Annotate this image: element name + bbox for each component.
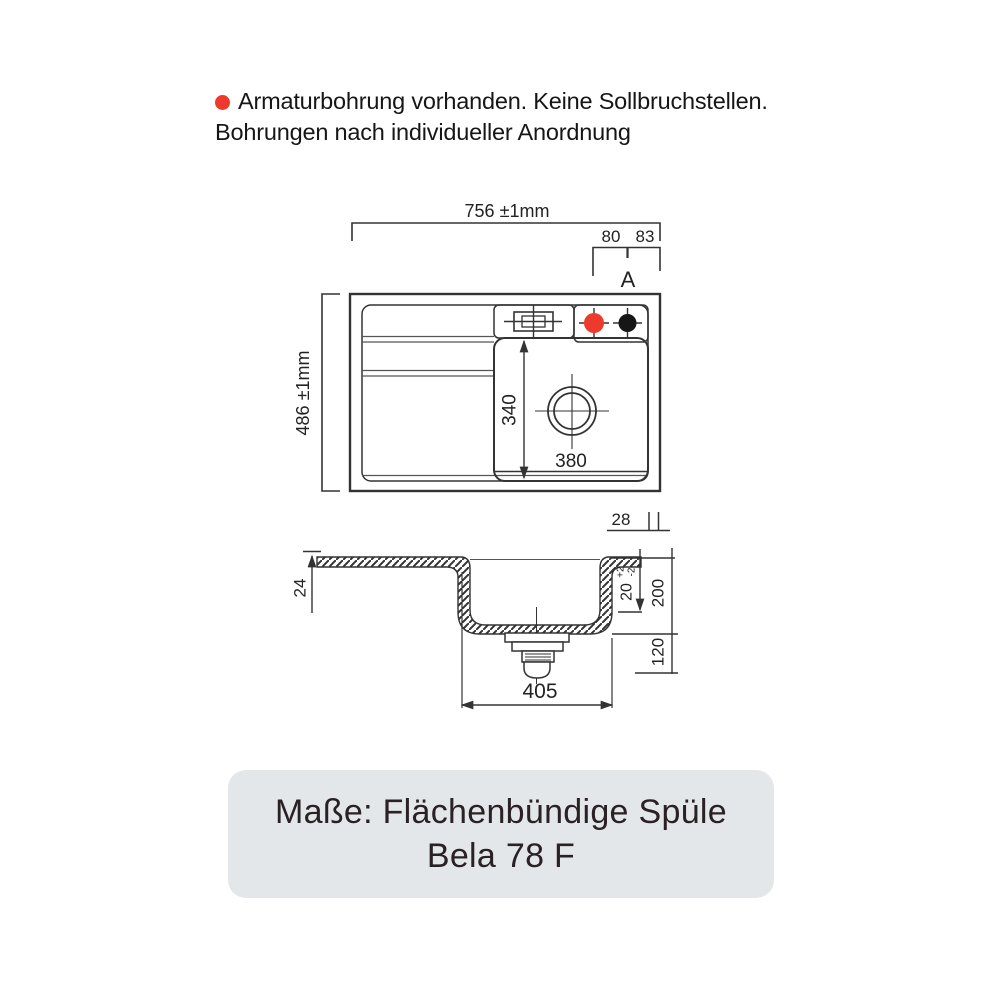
dim-right-rim-label: 28 (611, 510, 631, 529)
dim-overall-width-label: 756 ±1mm (464, 201, 550, 221)
dim-right-rim (607, 510, 670, 531)
sink-inner-edge (362, 305, 648, 481)
black-hole-icon (619, 314, 637, 332)
drain-fitting (505, 607, 569, 684)
section-profile (317, 557, 641, 634)
drain-hole (535, 374, 609, 449)
dim-drain-clearance-label: 120 (648, 637, 668, 667)
dim-overall-depth-label: 486 ±1mm (293, 350, 313, 436)
dim-bowl-width-label: 340 (499, 394, 521, 426)
note-line-1-text: Armaturbohrung vorhanden. Keine Sollbruchstellen. (238, 88, 768, 114)
dim-bowl-length (494, 451, 648, 472)
dim-bowl-depth-label: 200 (648, 578, 668, 608)
top-view (293, 201, 670, 531)
detail-mark-label: A (620, 267, 636, 292)
hole-edge-label: 83 (635, 227, 655, 246)
note-line-2-text: Bohrungen nach individueller Anordnung (215, 119, 631, 145)
caption-box (228, 770, 774, 898)
faucet-hole-marker-black (613, 308, 642, 338)
dim-rim-thickness-label: 24 (290, 578, 310, 598)
dim-bowl-width (500, 341, 525, 478)
hole-spacing-label: 80 (601, 227, 621, 246)
red-hole-icon (584, 313, 604, 333)
faucet-hole-area (574, 305, 648, 342)
flush-tol-upper-label: +2 (615, 566, 627, 578)
dim-bowl-bottom-width-label: 405 (522, 680, 558, 703)
faucet-hole-marker-red (579, 308, 609, 338)
caption-line-2: Bela 78 F (426, 837, 576, 875)
dim-overall-depth (293, 294, 340, 491)
caption-line-1: Maße: Flächenbündige Spüle (275, 793, 727, 831)
section-view (291, 548, 679, 708)
dim-hole-spacing (593, 227, 660, 292)
dim-flush-depth-label: 20 (618, 583, 636, 601)
dim-bowl-length-label: 380 (555, 451, 587, 472)
overflow-symbol-box (494, 305, 574, 338)
flush-tol-lower-label: -2 (626, 567, 638, 577)
